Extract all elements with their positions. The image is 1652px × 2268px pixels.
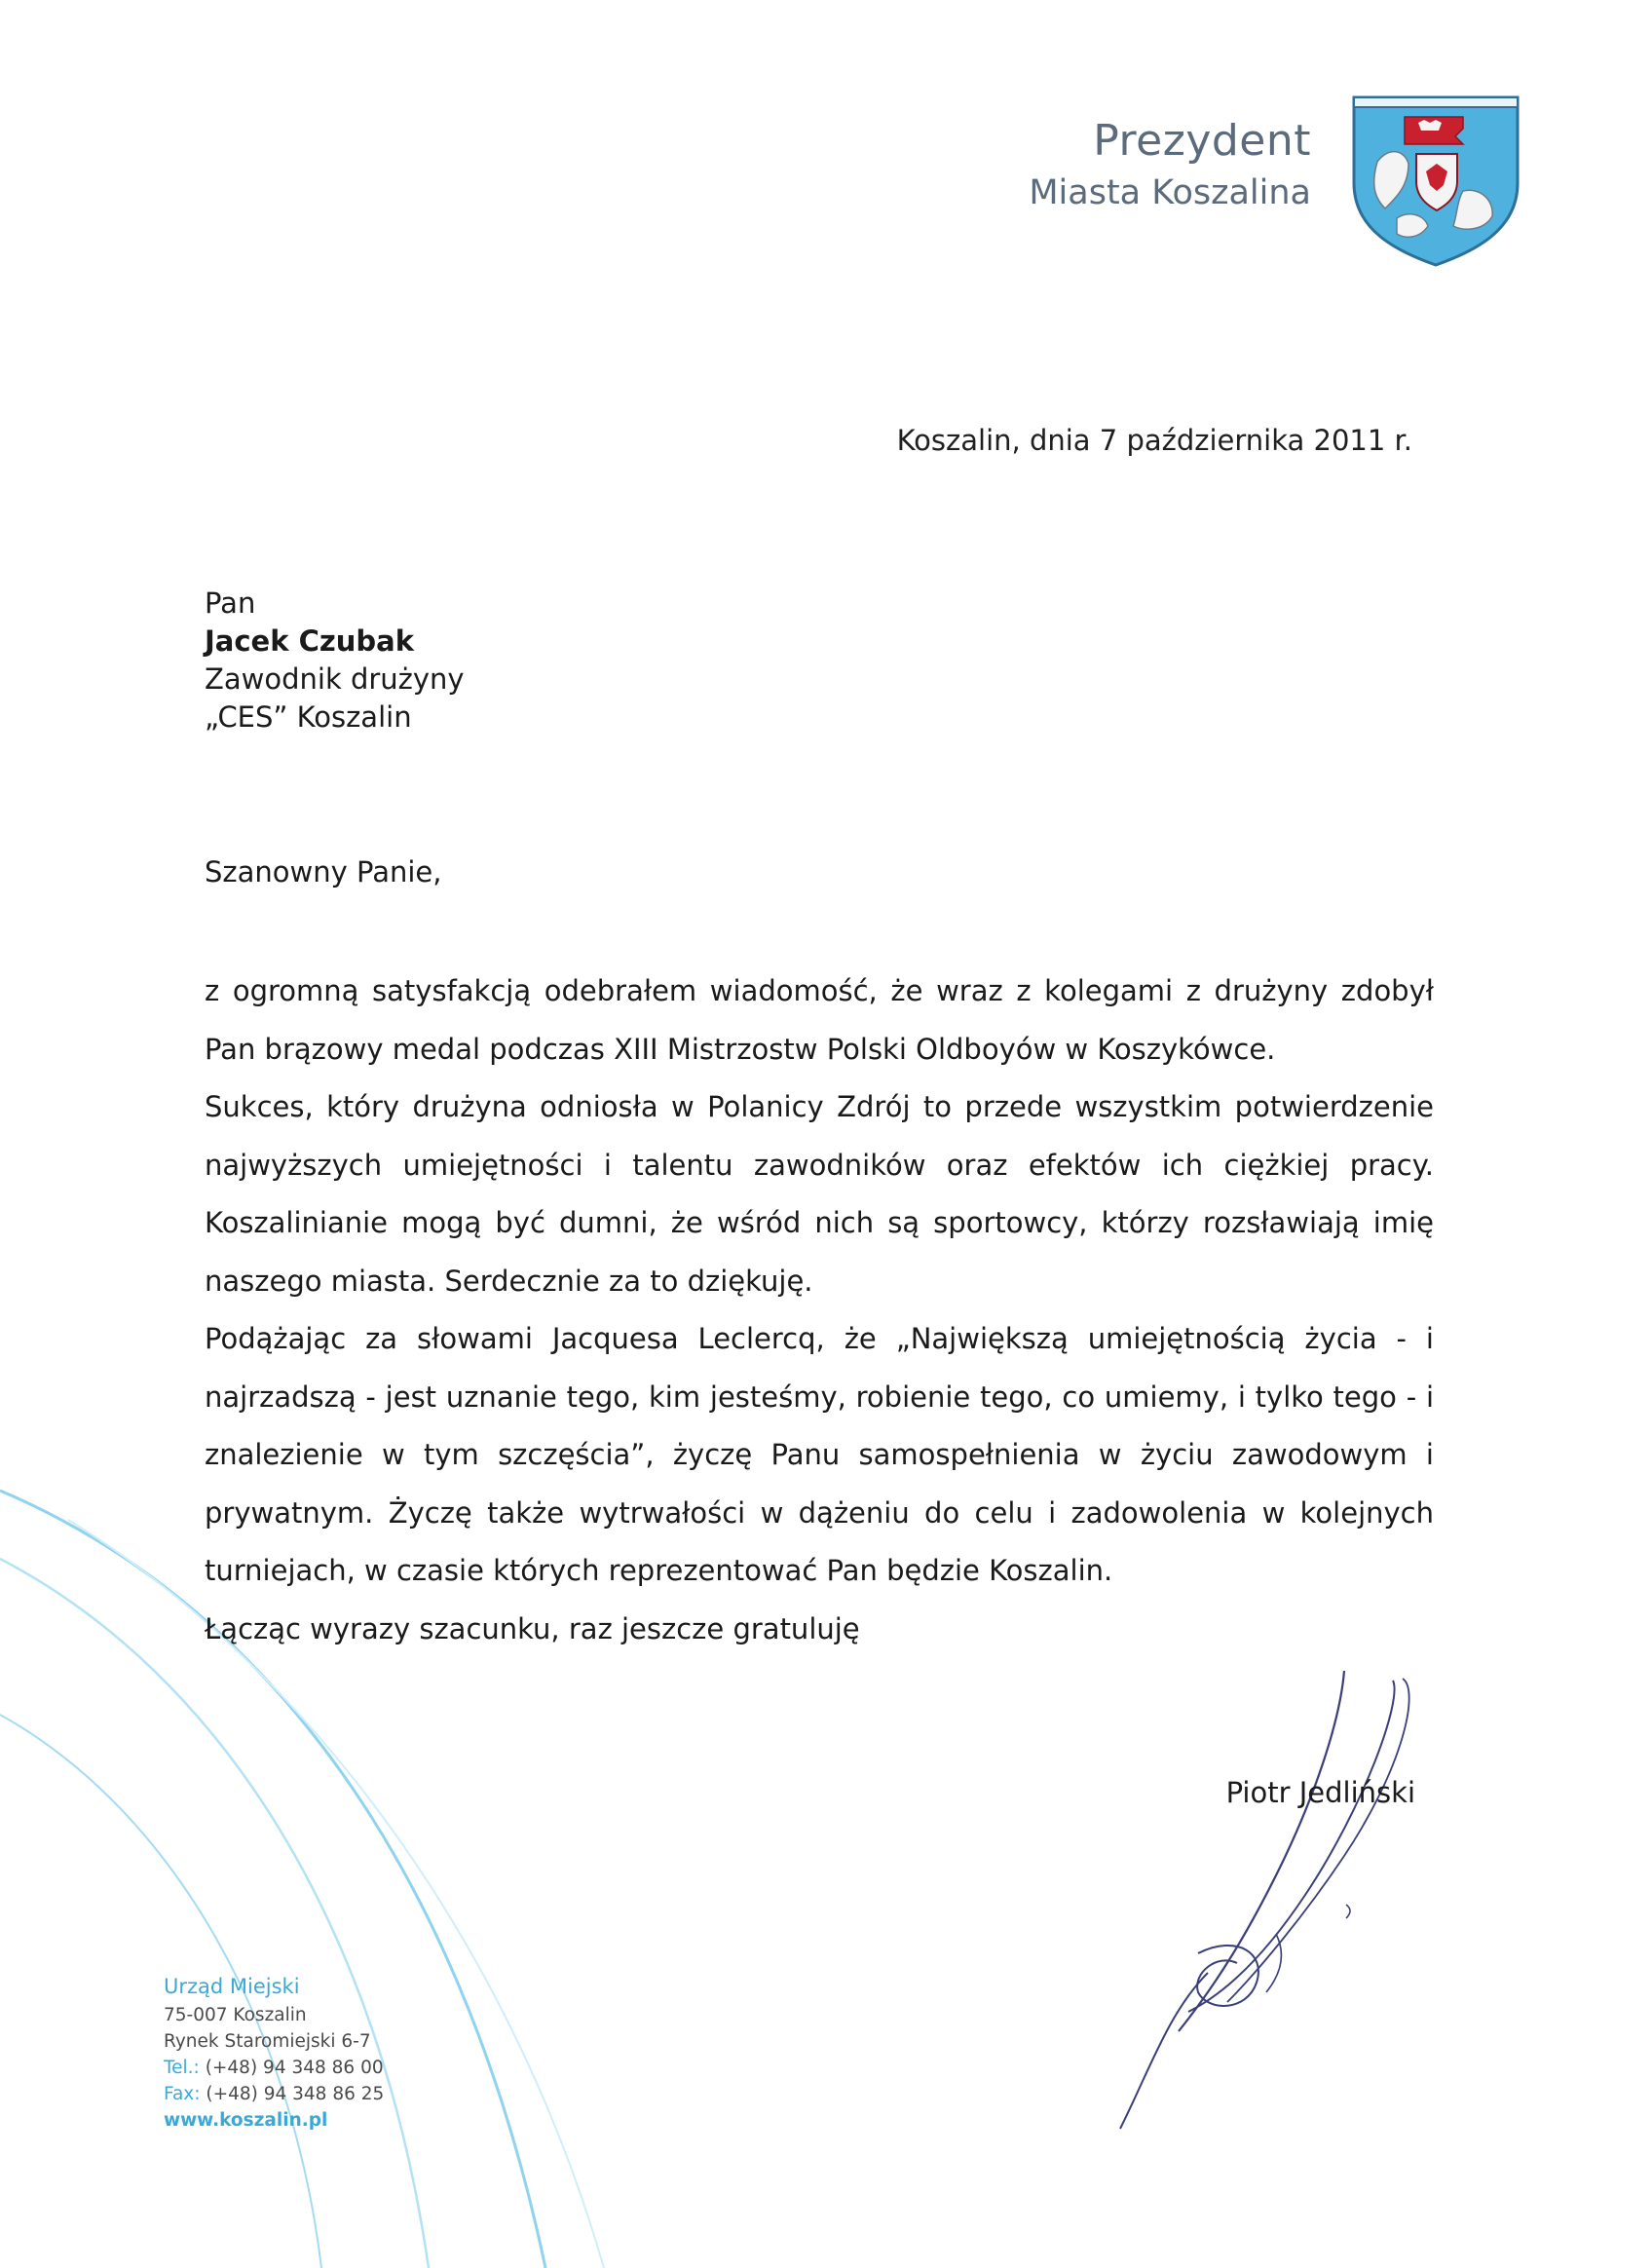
- recipient-block: [205, 585, 465, 737]
- letter-body: [205, 963, 1434, 1658]
- header-title-line1: Prezydent: [1093, 116, 1311, 166]
- recipient-team: „CES” Koszalin: [205, 700, 412, 734]
- recipient-role: Zawodnik drużyny: [205, 662, 465, 696]
- handwritten-signature: [1110, 1661, 1432, 2138]
- footer-org: Urząd Miejski: [164, 1975, 300, 1998]
- footer-contact: [164, 1971, 384, 2134]
- footer-tel: [164, 2055, 384, 2081]
- footer-fax-label: Fax:: [164, 2084, 201, 2104]
- salutation: Szanowny Panie,: [205, 855, 442, 888]
- paragraph-3: Podążając za słowami Jacquesa Leclercq, że „Największą umiejętnością życia - i najrzadszą - jest uznanie tego, kim jesteśmy, robienie tego, co umiemy, i tylko tego - i znalezienie w tym szczęścia”, życzę Panu samospełnienia w życiu zawodowym i prywatnym. Życzę także wytrwałości w dążeniu do celu i zadowolenia w kolejnych turniejach, w czasie których reprezentować Pan będzie Koszalin.: [205, 1322, 1434, 1587]
- footer-tel-label: Tel.:: [164, 2058, 200, 2078]
- paragraph-1: z ogromną satysfakcją odebrałem wiadomość, że wraz z kolegami z drużyny zdobył Pan brązowy medal podczas XIII Mistrzostw Polski Oldboyów w Koszykówce.: [205, 974, 1434, 1066]
- recipient-title: Pan: [205, 586, 256, 620]
- header-title: [1029, 115, 1311, 214]
- footer-fax-value: (+48) 94 348 86 25: [206, 2084, 385, 2104]
- header-title-line2: Miasta Koszalina: [1029, 173, 1311, 212]
- paragraph-4: Łącząc wyrazy szacunku, raz jeszcze gratuluję: [205, 1611, 860, 1645]
- footer-postal: 75-007 Koszalin: [164, 2005, 307, 2025]
- footer-website-link[interactable]: www.koszalin.pl: [164, 2110, 328, 2131]
- coat-of-arms-icon: [1348, 94, 1523, 269]
- paragraph-2: Sukces, który drużyna odniosła w Polanicy Zdrój to przede wszystkim potwierdzenie najwyższych umiejętności i talentu zawodników oraz efektów ich ciężkiej pracy. Koszalinianie mogą być dumni, że wśród nich są sportowcy, którzy rozsławiają imię naszego miasta. Serdecznie za to dziękuję.: [205, 1090, 1434, 1298]
- letter-date: Koszalin, dnia 7 października 2011 r.: [896, 424, 1412, 457]
- signatory-name: Piotr Jedliński: [1225, 1776, 1415, 1809]
- recipient-name: Jacek Czubak: [205, 624, 415, 658]
- footer-fax: [164, 2081, 384, 2107]
- footer-street: Rynek Staromiejski 6-7: [164, 2031, 371, 2052]
- curve-2: [0, 1559, 429, 2268]
- footer-tel-value: (+48) 94 348 86 00: [205, 2058, 384, 2078]
